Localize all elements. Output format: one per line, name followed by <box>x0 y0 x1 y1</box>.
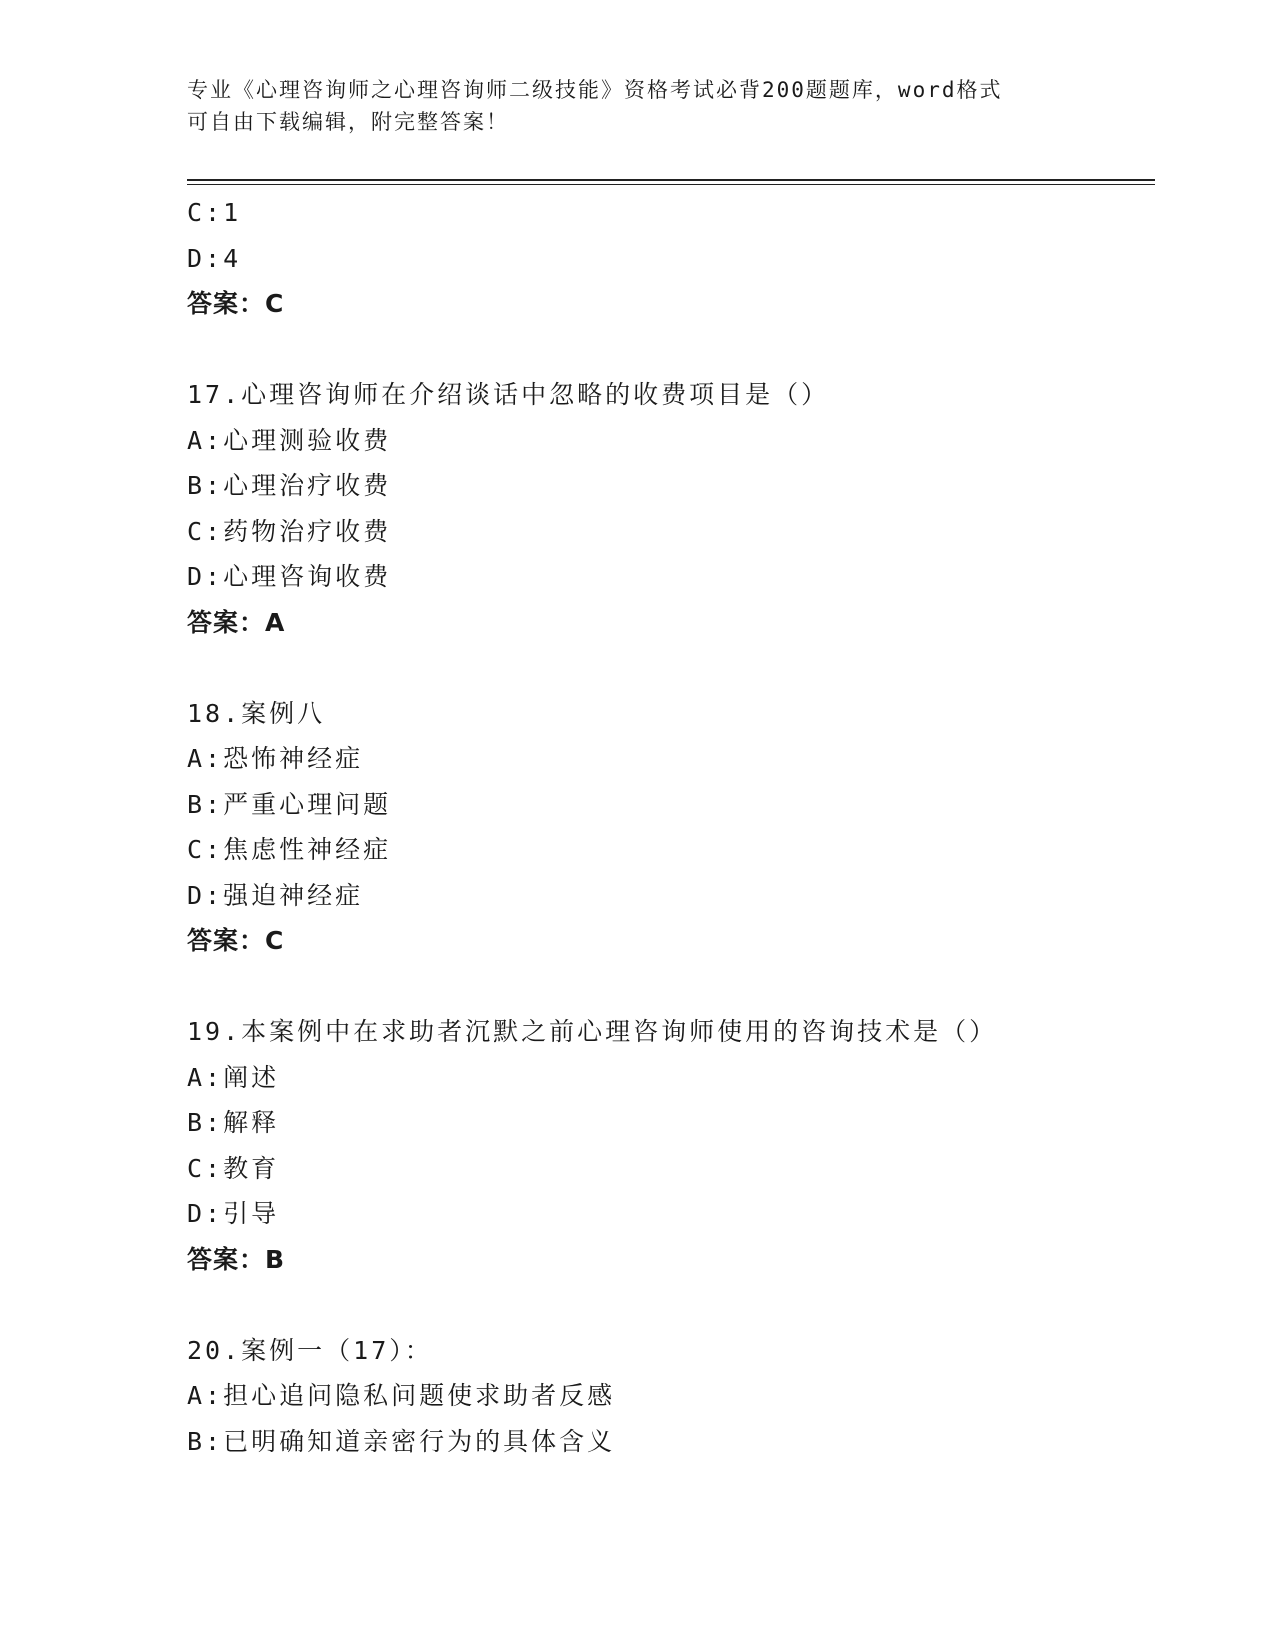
question-stem: 19.本案例中在求助者沉默之前心理咨询师使用的咨询技术是（） <box>187 1017 998 1046</box>
question-stem: 20.案例一（17）： <box>187 1335 433 1365</box>
option-a: A:阐述 <box>187 1062 280 1092</box>
option-a: A:恐怖神经症 <box>187 744 364 773</box>
option-a: A:心理测验收费 <box>187 425 392 455</box>
header-divider-thin <box>187 184 1155 185</box>
question-17 <box>187 372 1147 645</box>
option-b: B:心理治疗收费 <box>187 471 392 500</box>
question-18 <box>187 691 1147 964</box>
option-a: A:担心追问隐私问题使求助者反感 <box>187 1381 616 1410</box>
question-stem: 17.心理咨询师在介绍谈话中忽略的收费项目是（） <box>187 380 830 409</box>
option-d: D:4 <box>187 243 242 273</box>
document-header <box>187 74 1067 138</box>
answer-line: 答案：B <box>187 1244 286 1274</box>
option-b: B:严重心理问题 <box>187 789 392 819</box>
question-19 <box>187 1009 1147 1282</box>
header-divider-thick <box>187 179 1155 181</box>
option-d: D:引导 <box>187 1199 280 1228</box>
question-stem: 18.案例八 <box>187 698 326 728</box>
answer-line: 答案：C <box>187 926 285 955</box>
answer-line: 答案：A <box>187 607 286 637</box>
question-20 <box>187 1328 1147 1465</box>
option-c: C:教育 <box>187 1153 280 1183</box>
option-c: C:药物治疗收费 <box>187 516 392 546</box>
option-d: D:心理咨询收费 <box>187 562 392 591</box>
option-b: B:解释 <box>187 1108 280 1137</box>
option-d: D:强迫神经症 <box>187 880 364 910</box>
option-c: C:焦虑性神经症 <box>187 835 392 864</box>
option-c: C:1 <box>187 198 242 227</box>
answer-line: 答案：C <box>187 289 285 318</box>
option-b: B:已明确知道亲密行为的具体含义 <box>187 1426 616 1456</box>
question-16-continued <box>187 190 1147 327</box>
question-list <box>187 190 1147 1464</box>
header-title-line-2: 可自由下载编辑，附完整答案！ <box>187 110 509 134</box>
header-title-line-1: 专业《心理咨询师之心理咨询师二级技能》资格考试必背200题题库，word格式 <box>187 78 1003 102</box>
